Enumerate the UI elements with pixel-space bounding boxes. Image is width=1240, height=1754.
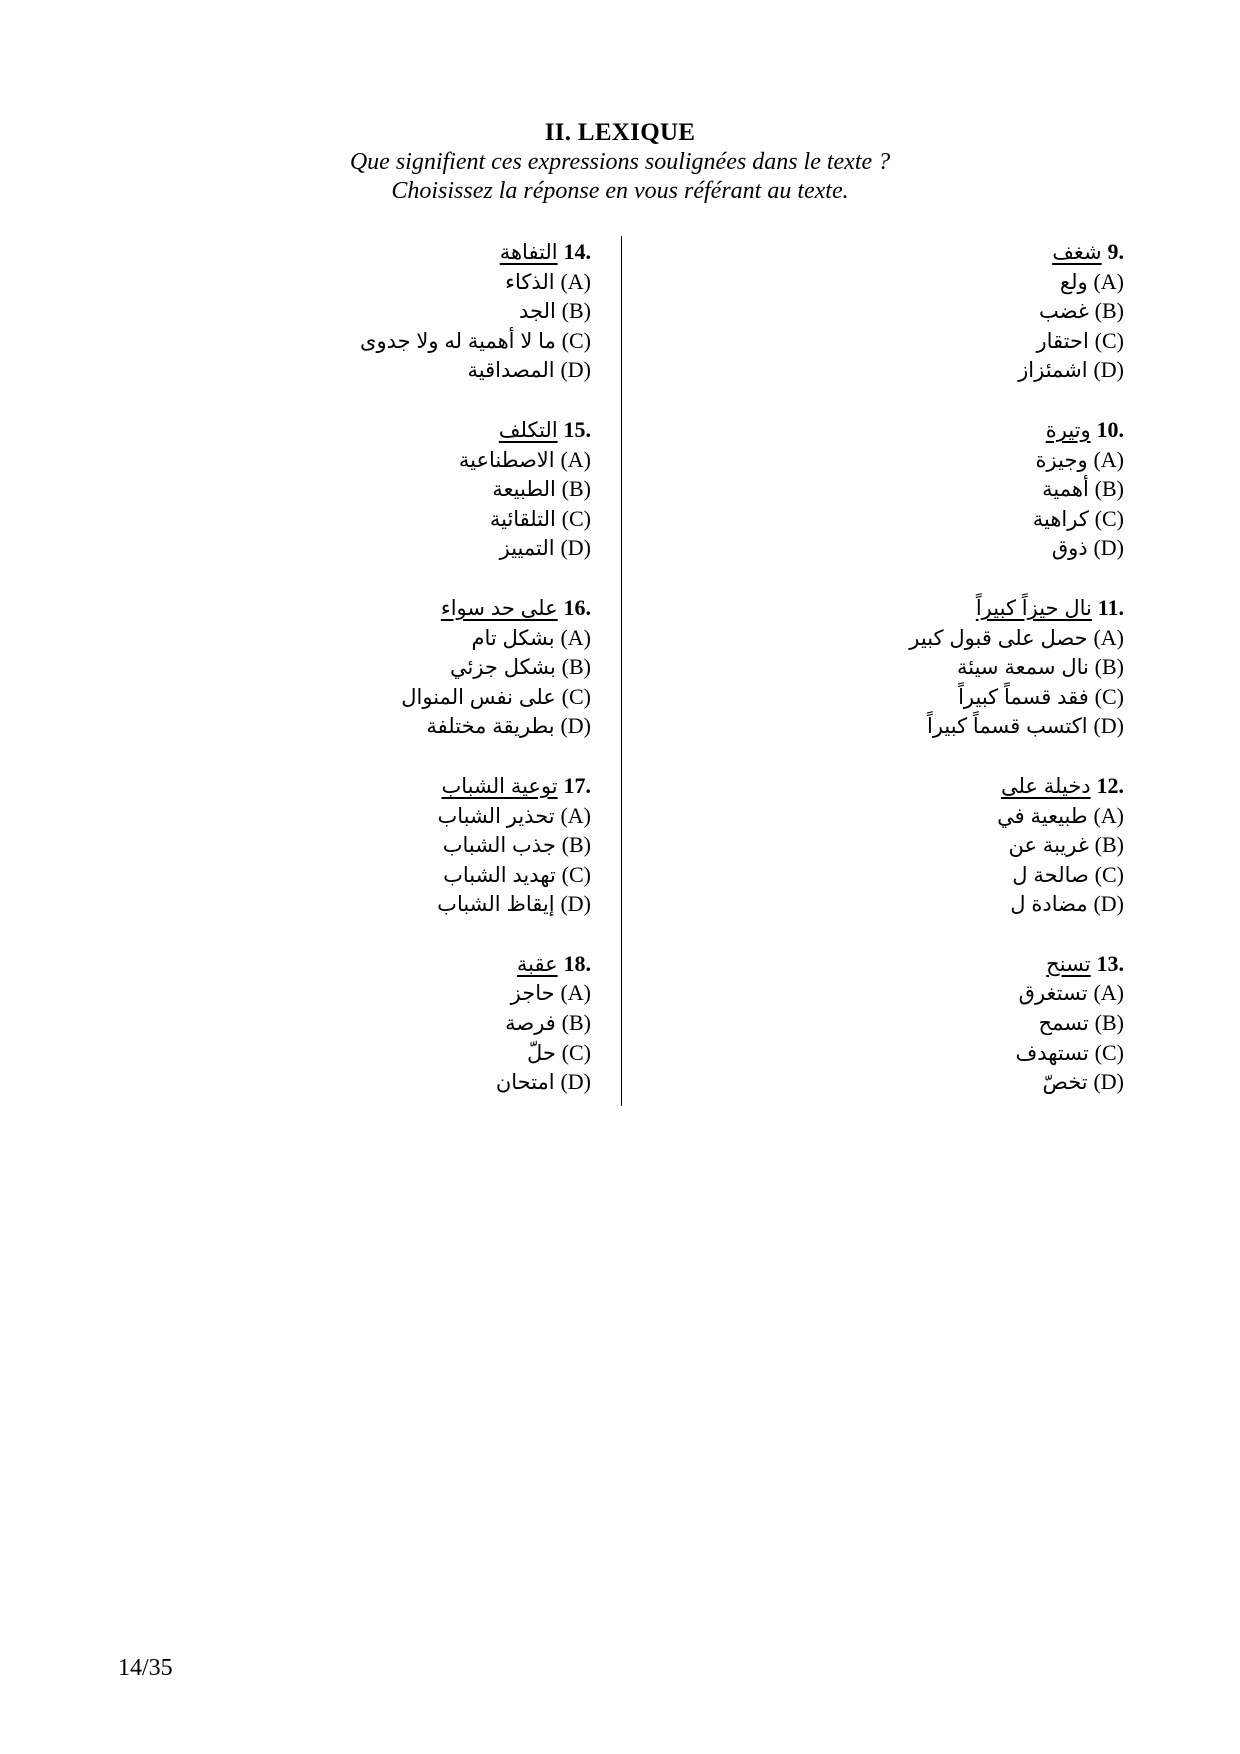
question-heading	[909, 416, 1124, 446]
option-text: نال سمعة سيئة	[957, 656, 1089, 680]
option-text: جذب الشباب	[442, 834, 556, 858]
answer-option[interactable]	[909, 1068, 1124, 1098]
underlined-term: تسنح	[1046, 952, 1091, 976]
option-text: فقد قسماً كبيراً	[958, 685, 1089, 709]
option-letter: (A)	[560, 446, 591, 472]
section-title: II. LEXIQUE	[544, 119, 696, 146]
option-text: صالحة ل	[1012, 863, 1089, 887]
right-question-column	[909, 238, 1124, 1128]
answer-option[interactable]	[909, 861, 1124, 891]
option-text: اشمئزاز	[1018, 359, 1088, 383]
underlined-term: نال حيزاً كبيراً	[975, 596, 1092, 620]
answer-option[interactable]	[909, 297, 1124, 327]
option-letter: (D)	[560, 713, 591, 739]
option-letter: (C)	[1094, 861, 1124, 887]
answer-option[interactable]	[360, 297, 591, 327]
answer-option[interactable]	[909, 653, 1124, 683]
answer-option[interactable]	[360, 712, 591, 742]
answer-option[interactable]	[360, 1068, 591, 1098]
option-text: التلقائية	[489, 507, 556, 531]
option-text: فرصة	[505, 1012, 556, 1036]
answer-option[interactable]	[909, 624, 1124, 654]
answer-option[interactable]	[360, 327, 591, 357]
option-text: كراهية	[1032, 507, 1089, 531]
underlined-term: التكلف	[498, 418, 558, 442]
question-block	[360, 238, 591, 386]
question-block	[909, 950, 1124, 1098]
option-text: احتقار	[1036, 329, 1089, 353]
option-letter: (C)	[561, 1039, 591, 1065]
option-letter: (B)	[1094, 654, 1124, 680]
option-text: امتحان	[495, 1071, 555, 1095]
option-text: أهمية	[1042, 478, 1089, 502]
option-text: ذوق	[1051, 537, 1088, 561]
question-number: 12.	[1096, 772, 1124, 798]
option-letter: (C)	[561, 505, 591, 531]
option-letter: (C)	[561, 327, 591, 353]
instruction-line-1: Que signifient ces expressions soulignées dans le texte ?	[349, 149, 891, 175]
option-letter: (D)	[560, 891, 591, 917]
option-text: تهديد الشباب	[443, 863, 556, 887]
option-text: مضادة ل	[1010, 893, 1088, 917]
option-text: الذكاء	[505, 270, 555, 294]
left-question-column	[360, 238, 591, 1128]
underlined-term: التفاهة	[499, 241, 558, 264]
question-number: 17.	[563, 772, 591, 798]
option-letter: (C)	[561, 683, 591, 709]
option-letter: (B)	[561, 298, 591, 324]
answer-option[interactable]	[360, 653, 591, 683]
question-heading	[360, 950, 591, 980]
page-number: 14/35	[118, 1655, 173, 1681]
answer-option[interactable]	[909, 1039, 1124, 1069]
question-block	[909, 772, 1124, 920]
answer-option[interactable]	[909, 475, 1124, 505]
option-letter: (D)	[1093, 535, 1124, 561]
option-letter: (B)	[1094, 476, 1124, 502]
answer-option[interactable]	[360, 979, 591, 1009]
column-divider	[621, 236, 622, 1106]
question-heading	[909, 238, 1124, 268]
underlined-term: دخيلة على	[1000, 774, 1091, 798]
answer-option[interactable]	[909, 979, 1124, 1009]
option-letter: (A)	[560, 624, 591, 650]
answer-option[interactable]	[909, 327, 1124, 357]
option-text: ما لا أهمية له ولا جدوى	[360, 329, 556, 353]
option-text: حصل على قبول كبير	[909, 626, 1088, 650]
option-text: إيقاظ الشباب	[437, 893, 555, 917]
option-letter: (B)	[561, 1010, 591, 1036]
answer-option[interactable]	[909, 356, 1124, 386]
option-text: على نفس المنوال	[401, 685, 556, 709]
option-letter: (D)	[560, 1069, 591, 1095]
answer-option[interactable]	[360, 475, 591, 505]
option-letter: (B)	[1094, 832, 1124, 858]
option-letter: (C)	[1094, 1039, 1124, 1065]
answer-option[interactable]	[360, 831, 591, 861]
question-block	[909, 416, 1124, 564]
option-letter: (A)	[1093, 268, 1124, 294]
option-letter: (A)	[1093, 802, 1124, 828]
option-letter: (A)	[1093, 446, 1124, 472]
question-block	[360, 950, 591, 1098]
option-letter: (C)	[1094, 327, 1124, 353]
option-text: بشكل جزئي	[449, 656, 556, 680]
answer-option[interactable]	[360, 802, 591, 832]
option-text: المصداقية	[467, 359, 555, 383]
option-text: حاجز	[510, 982, 555, 1006]
option-letter: (B)	[1094, 1010, 1124, 1036]
answer-option[interactable]	[909, 268, 1124, 298]
option-text: تحذير الشباب	[437, 804, 555, 828]
question-number: 11.	[1097, 594, 1124, 620]
instruction-line-2: Choisissez la réponse en vous référant au texte.	[391, 178, 849, 204]
option-letter: (C)	[1094, 683, 1124, 709]
question-number: 9.	[1107, 239, 1124, 264]
question-number: 13.	[1096, 950, 1124, 976]
option-text: تستغرق	[1018, 982, 1088, 1006]
answer-option[interactable]	[360, 505, 591, 535]
option-letter: (D)	[1093, 891, 1124, 917]
option-text: تخصّ	[1042, 1071, 1088, 1095]
answer-option[interactable]	[360, 534, 591, 564]
option-letter: (A)	[1093, 980, 1124, 1006]
option-letter: (D)	[1093, 1069, 1124, 1095]
underlined-term: توعية الشباب	[441, 774, 558, 798]
option-text: الجد	[519, 300, 556, 324]
option-text: غريبة عن	[1008, 834, 1089, 858]
answer-option[interactable]	[360, 446, 591, 476]
question-heading	[360, 238, 591, 268]
underlined-term: شغف	[1052, 241, 1102, 264]
option-letter: (D)	[1093, 713, 1124, 739]
answer-option[interactable]	[360, 624, 591, 654]
answer-option[interactable]	[909, 712, 1124, 742]
option-text: التمييز	[499, 537, 555, 561]
option-letter: (D)	[560, 535, 591, 561]
option-text: تستهدف	[1015, 1041, 1089, 1065]
option-letter: (D)	[560, 357, 591, 383]
option-text: الاصطناعية	[458, 448, 555, 472]
underlined-term: عقبة	[516, 952, 558, 976]
option-letter: (A)	[560, 268, 591, 294]
option-letter: (A)	[1093, 624, 1124, 650]
section-header	[0, 118, 1240, 206]
underlined-term: على حد سواء	[440, 596, 558, 620]
answer-option[interactable]	[360, 356, 591, 386]
answer-option[interactable]	[909, 505, 1124, 535]
question-block	[360, 772, 591, 920]
question-heading	[909, 772, 1124, 802]
question-block	[909, 594, 1124, 742]
answer-option[interactable]	[360, 890, 591, 920]
option-text: وجيزة	[1035, 448, 1088, 472]
option-text: ولع	[1059, 270, 1088, 294]
question-heading	[360, 416, 591, 446]
option-letter: (B)	[561, 832, 591, 858]
option-text: تسمح	[1038, 1012, 1089, 1036]
question-heading	[360, 772, 591, 802]
question-number: 15.	[563, 416, 591, 442]
question-heading	[909, 950, 1124, 980]
answer-option[interactable]	[909, 683, 1124, 713]
question-number: 10.	[1096, 416, 1124, 442]
option-letter: (C)	[1094, 505, 1124, 531]
answer-option[interactable]	[909, 831, 1124, 861]
question-heading	[909, 594, 1124, 624]
option-letter: (B)	[561, 654, 591, 680]
question-number: 18.	[563, 950, 591, 976]
option-text: طبيعية في	[997, 804, 1088, 828]
option-letter: (C)	[561, 861, 591, 887]
answer-option[interactable]	[909, 1009, 1124, 1039]
question-number: 14.	[563, 239, 591, 264]
question-block	[360, 416, 591, 564]
answer-option[interactable]	[360, 268, 591, 298]
option-letter: (D)	[1093, 357, 1124, 383]
option-letter: (A)	[560, 980, 591, 1006]
option-text: بطريقة مختلفة	[426, 715, 555, 739]
underlined-term: وتيرة	[1045, 418, 1091, 442]
option-text: بشكل تام	[471, 626, 555, 650]
answer-option[interactable]	[360, 861, 591, 891]
question-block	[909, 238, 1124, 386]
option-text: اكتسب قسماً كبيراً	[927, 715, 1088, 739]
answer-option[interactable]	[909, 446, 1124, 476]
option-letter: (B)	[561, 476, 591, 502]
option-text: الطبيعة	[492, 478, 556, 502]
answer-option[interactable]	[909, 890, 1124, 920]
answer-option[interactable]	[360, 1039, 591, 1069]
question-block	[360, 594, 591, 742]
question-heading	[360, 594, 591, 624]
option-letter: (A)	[560, 802, 591, 828]
answer-option[interactable]	[909, 802, 1124, 832]
option-text: حلّ	[526, 1041, 556, 1065]
option-letter: (B)	[1094, 298, 1124, 324]
answer-option[interactable]	[360, 1009, 591, 1039]
answer-option[interactable]	[909, 534, 1124, 564]
option-text: غضب	[1039, 300, 1089, 324]
answer-option[interactable]	[360, 683, 591, 713]
question-number: 16.	[563, 594, 591, 620]
